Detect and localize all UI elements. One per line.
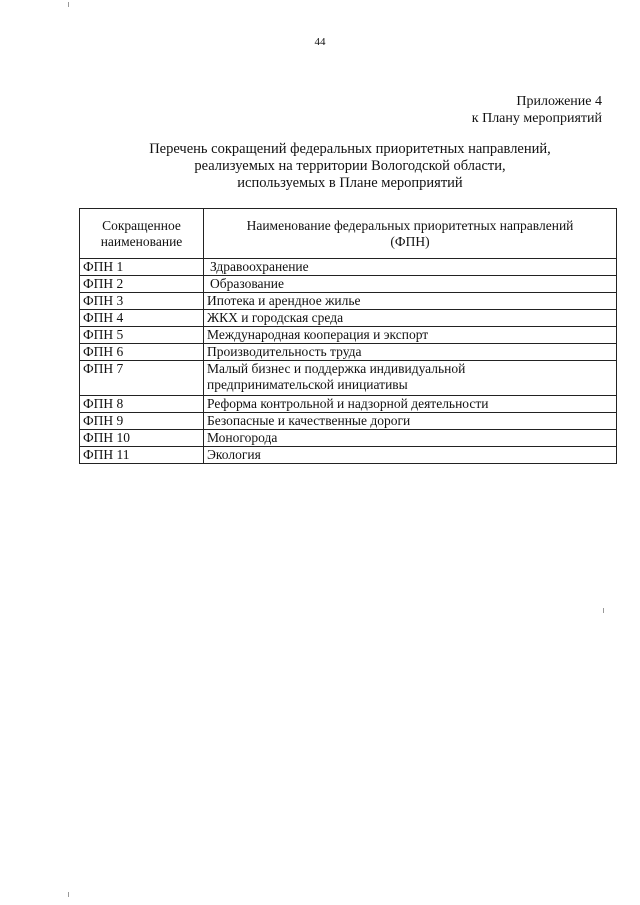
row-name-line-1: Малый бизнес и поддержка индивидуальной xyxy=(207,361,466,376)
title-line-3: используемых в Плане мероприятий xyxy=(237,175,463,191)
header-full-name xyxy=(204,209,617,259)
row-name xyxy=(204,361,617,396)
table-row xyxy=(80,327,617,344)
row-code: ФПН 3 xyxy=(80,293,204,310)
title-line-2: реализуемых на территории Вологодской области, xyxy=(194,158,506,174)
row-name-line-2: предпринимательской инициативы xyxy=(207,377,408,392)
row-name: Производительность труда xyxy=(204,344,617,361)
row-code: ФПН 8 xyxy=(80,396,204,413)
document-title xyxy=(0,141,640,192)
appendix-reference xyxy=(472,93,602,127)
table-row xyxy=(80,344,617,361)
title-line-1: Перечень сокращений федеральных приоритетных направлений, xyxy=(149,141,551,157)
row-code: ФПН 9 xyxy=(80,413,204,430)
row-name: Экология xyxy=(204,447,617,464)
abbreviations-table xyxy=(79,208,617,464)
row-name: ЖКХ и городская среда xyxy=(204,310,617,327)
row-name: Моногорода xyxy=(204,430,617,447)
row-code: ФПН 2 xyxy=(80,276,204,293)
row-name: Международная кооперация и экспорт xyxy=(204,327,617,344)
row-code: ФПН 10 xyxy=(80,430,204,447)
table-row xyxy=(80,447,617,464)
row-code: ФПН 4 xyxy=(80,310,204,327)
row-name: Ипотека и арендное жилье xyxy=(204,293,617,310)
header-full-name-line-2: (ФПН) xyxy=(390,234,430,249)
table-row xyxy=(80,310,617,327)
table-row xyxy=(80,413,617,430)
scan-mark xyxy=(68,2,69,7)
table-row xyxy=(80,361,617,396)
appendix-line-2: к Плану мероприятий xyxy=(471,111,602,126)
scan-mark xyxy=(603,608,604,613)
page-number: 44 xyxy=(314,36,326,48)
table-row xyxy=(80,293,617,310)
row-code: ФПН 5 xyxy=(80,327,204,344)
row-name: Здравоохранение xyxy=(204,259,617,276)
table-row xyxy=(80,396,617,413)
appendix-line-1: Приложение 4 xyxy=(516,94,602,109)
row-name: Реформа контрольной и надзорной деятельности xyxy=(204,396,617,413)
table-row xyxy=(80,276,617,293)
header-short-name xyxy=(80,209,204,259)
row-code: ФПН 6 xyxy=(80,344,204,361)
header-short-name-line-1: Сокращенное xyxy=(102,218,181,233)
row-name: Безопасные и качественные дороги xyxy=(204,413,617,430)
row-code: ФПН 7 xyxy=(80,361,204,396)
header-full-name-line-1: Наименование федеральных приоритетных направлений xyxy=(246,218,574,233)
scan-mark xyxy=(68,892,69,897)
table-row xyxy=(80,259,617,276)
header-short-name-line-2: наименование xyxy=(100,234,183,249)
row-code: ФПН 11 xyxy=(80,447,204,464)
table-row xyxy=(80,430,617,447)
row-code: ФПН 1 xyxy=(80,259,204,276)
table-header-row xyxy=(80,209,617,259)
row-name: Образование xyxy=(204,276,617,293)
